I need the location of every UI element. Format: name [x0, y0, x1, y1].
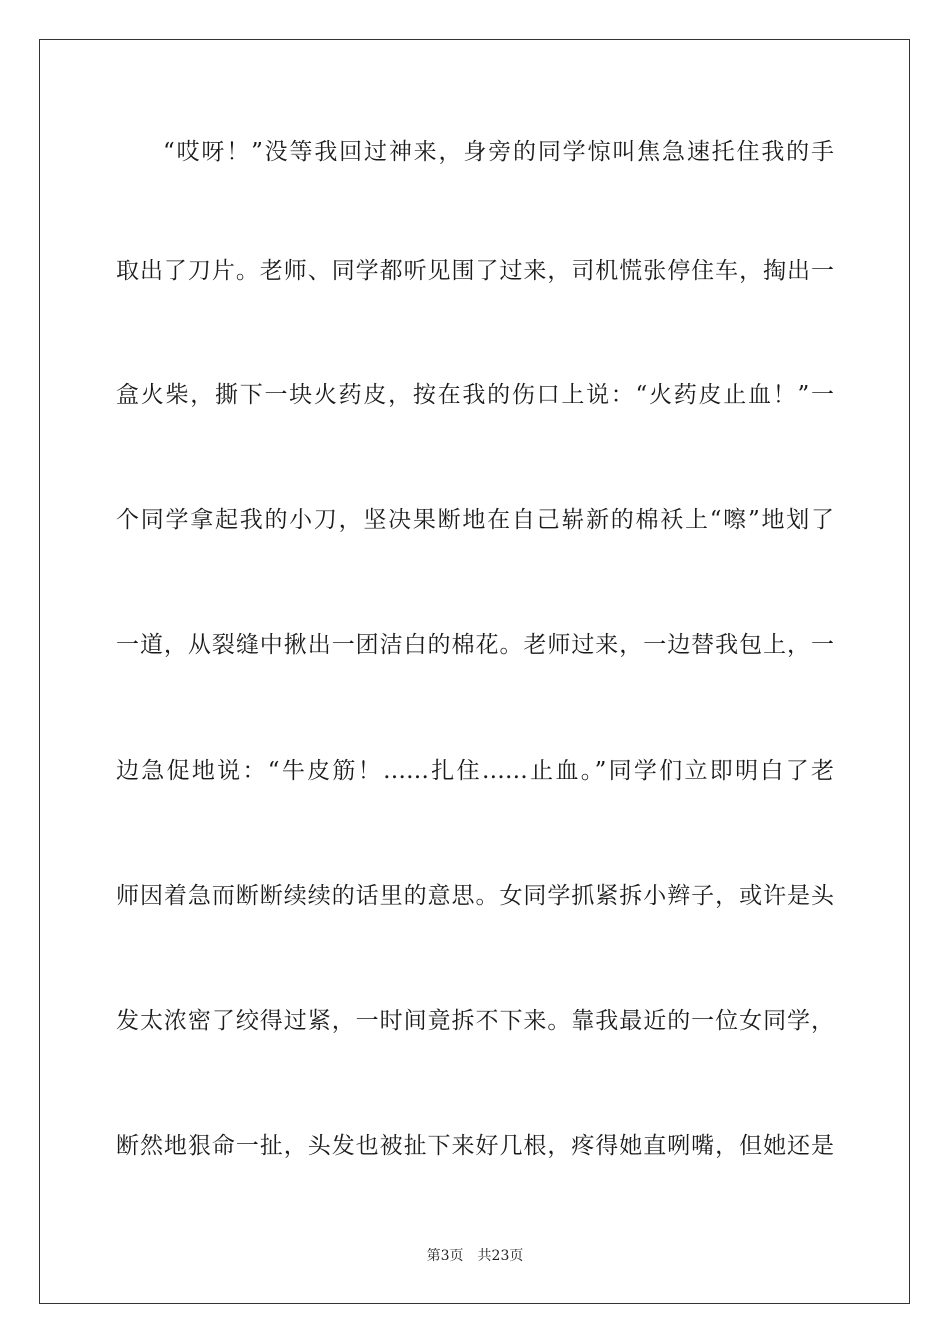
- paragraph-line-1: “哎呀！”没等我回过神来，身旁的同学惊叫焦急速托住我的手: [163, 139, 834, 165]
- page-border: [39, 39, 910, 1304]
- paragraph-line-5: 一道，从裂缝中揪出一团洁白的棉花。老师过来，一边替我包上，一: [116, 632, 834, 658]
- paragraph-line-9: 断然地狠命一扯，头发也被扯下来好几根，疼得她直咧嘴，但她还是: [116, 1133, 834, 1159]
- paragraph-line-8: 发太浓密了绞得过紧，一时间竟拆不下来。靠我最近的一位女同学，: [116, 1008, 834, 1034]
- paragraph-line-7: 师因着急而断断续续的话里的意思。女同学抓紧拆小辫子，或许是头: [116, 883, 834, 909]
- paragraph-line-4: 个同学拿起我的小刀，坚决果断地在自己崭新的棉袄上“嚓”地划了: [116, 507, 834, 533]
- paragraph-line-3: 盒火柴，撕下一块火药皮，按在我的伤口上说：“火药皮止血！”一: [116, 382, 834, 408]
- page-number: 第3页: [426, 1248, 464, 1264]
- paragraph-line-6: 边急促地说：“牛皮筋！……扎住……止血。”同学们立即明白了老: [116, 758, 834, 784]
- total-pages: 共23页: [477, 1248, 524, 1264]
- paragraph-line-2: 取出了刀片。老师、同学都听见围了过来，司机慌张停住车，掏出一: [116, 258, 834, 284]
- page-footer: [0, 1247, 950, 1265]
